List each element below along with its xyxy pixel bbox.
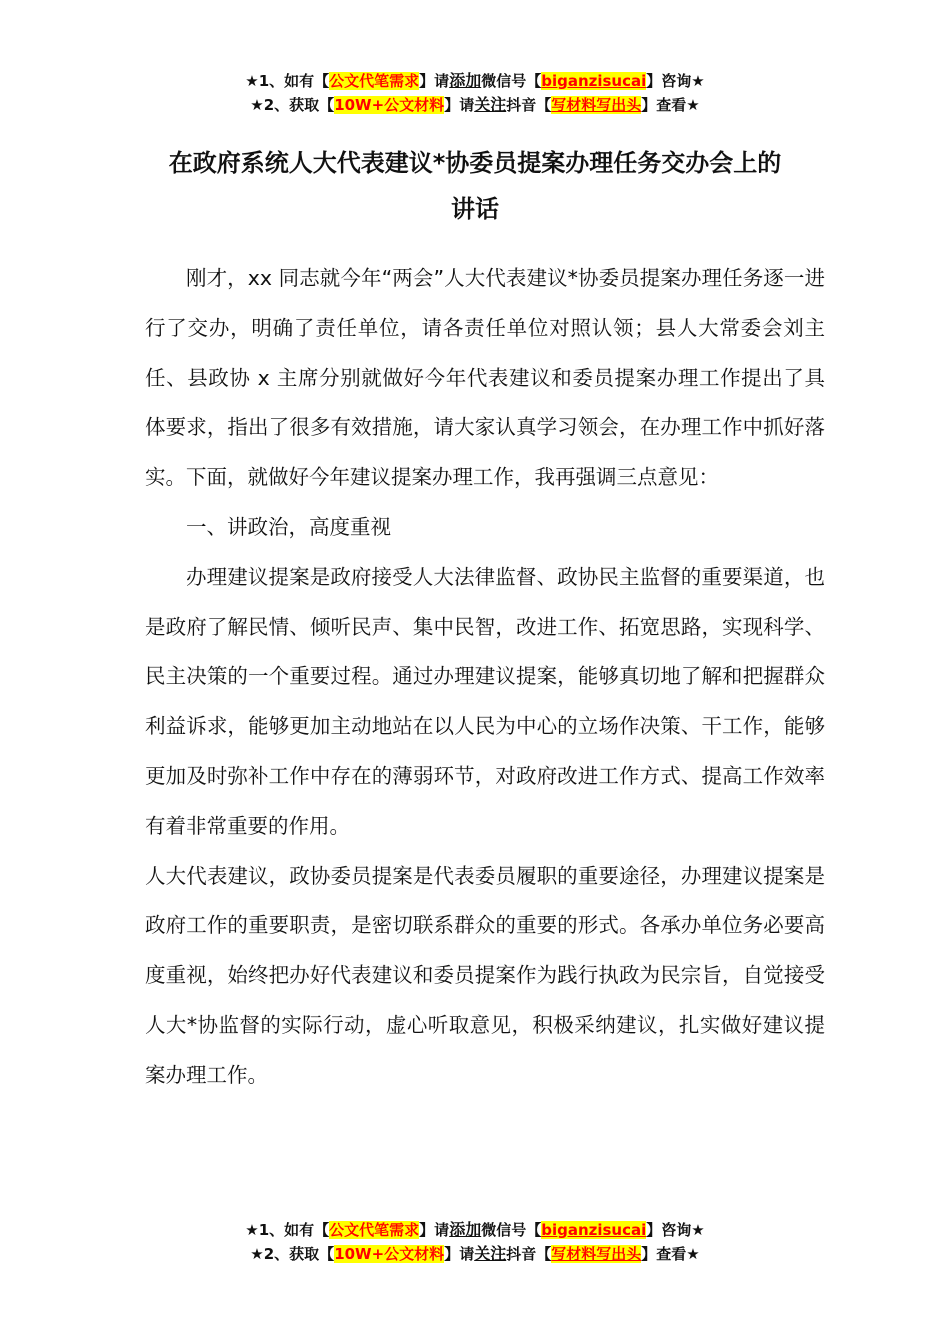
promo-highlight: 10W+公文材料 [334, 96, 445, 114]
section-heading: 一、讲政治，高度重视 [186, 514, 391, 539]
promo-text: 微信号【 [481, 1221, 542, 1239]
paragraph: 人大代表建议，政协委员提案是代表委员履职的重要途径，办理建议提案是政府工作的重要职责，是密切联系群众的重要的形式。各承办单位务必要高度重视，始终把办好代表建议和委员提案作为践行执政为民宗旨，自觉接受人大*协监督的实际行动，虚心听取意见，积极采纳建议，扎实做好建议提案办理工作。 [145, 863, 825, 1087]
promo-text: ★1、如有【 [245, 1221, 330, 1239]
promo-text: 抖音【 [506, 1245, 552, 1263]
promo-text: ★1、如有【 [245, 72, 330, 90]
douyin-id: 写材料写出头 [551, 1245, 642, 1263]
douyin-id: 写材料写出头 [551, 96, 642, 114]
promo-text: 】咨询★ [646, 72, 705, 90]
title-line-1: 在政府系统人大代表建议*协委员提案办理任务交办会上的 [168, 149, 782, 177]
promo-highlight: 10W+公文材料 [334, 1245, 445, 1263]
promo-banner-top [0, 69, 950, 117]
promo-text: 微信号【 [481, 72, 542, 90]
wechat-id: biganzisucai [541, 72, 647, 90]
promo-banner-bottom [0, 1218, 950, 1266]
document-title [140, 140, 810, 232]
promo-text: 】请 [444, 96, 475, 114]
paragraph: 办理建议提案是政府接受人大法律监督、政协民主监督的重要渠道，也是政府了解民情、倾听民声、集中民智，改进工作、拓宽思路，实现科学、民主决策的一个重要过程。通过办理建议提案，能够真切地了解和把握群众利益诉求，能够更加主动地站在以人民为中心的立场作决策、干工作，能够更加及时弥补工作中存在的薄弱环节，对政府改进工作方式、提高工作效率有着非常重要的作用。 [145, 564, 825, 838]
promo-text: 】请 [419, 1221, 450, 1239]
promo-underline: 添加 [449, 1220, 482, 1239]
promo-line-2 [0, 93, 950, 117]
promo-text: 】查看★ [641, 96, 700, 114]
promo-text: 】查看★ [641, 1245, 700, 1263]
promo-highlight: 公文代笔需求 [329, 72, 420, 90]
promo-text: 】请 [419, 72, 450, 90]
promo-line-1 [0, 1218, 950, 1242]
promo-line-2 [0, 1242, 950, 1266]
promo-line-1 [0, 69, 950, 93]
title-line-2: 讲话 [451, 195, 499, 223]
promo-underline: 关注 [474, 95, 507, 114]
promo-text: 抖音【 [506, 96, 552, 114]
paragraph: 刚才，xx 同志就今年“两会”人大代表建议*协委员提案办理任务逐一进行了交办，明确了责任单位，请各责任单位对照认领；县人大常委会刘主任、县政协 x 主席分别就做好今年代表建议和委员提案办理工作提出了具体要求，指出了很多有效措施，请大家认真学习领会，在办理工作中抓好落实。下面，就做好今年建议提案办理工作，我再强调三点意见： [145, 266, 825, 490]
promo-underline: 关注 [474, 1244, 507, 1263]
promo-text: ★2、获取【 [250, 1245, 335, 1263]
wechat-id: biganzisucai [541, 1221, 647, 1239]
promo-text: ★2、获取【 [250, 96, 335, 114]
document-body [145, 254, 825, 1101]
promo-underline: 添加 [449, 71, 482, 90]
promo-text: 】咨询★ [646, 1221, 705, 1239]
promo-highlight: 公文代笔需求 [329, 1221, 420, 1239]
promo-text: 】请 [444, 1245, 475, 1263]
